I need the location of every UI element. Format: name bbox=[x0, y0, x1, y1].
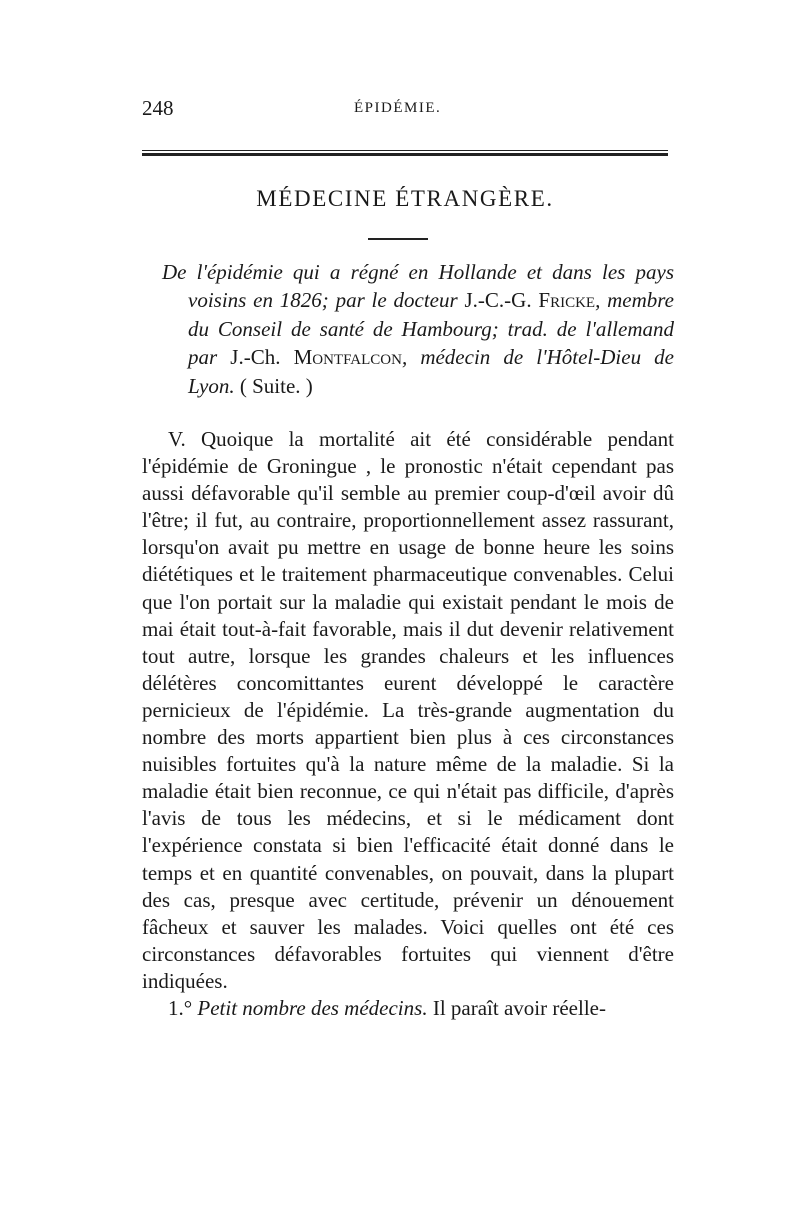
header-double-rule bbox=[142, 150, 668, 156]
running-head bbox=[142, 96, 668, 124]
author-initials: J.-C.-G. bbox=[464, 288, 532, 313]
body-text bbox=[142, 426, 674, 1022]
translator-initials: J.-Ch. bbox=[230, 345, 281, 370]
running-title: ÉPIDÉMIE. bbox=[354, 100, 442, 116]
article-title bbox=[162, 258, 674, 400]
author-name: Fricke bbox=[538, 288, 596, 313]
section-heading: MÉDECINE ÉTRANGÈRE. bbox=[256, 186, 554, 211]
paragraph-1: V. Quoique la mortalité ait été considérable pendant l'épidémie de Groningue , le pronostic n'était cependant pas aussi défavorable qu'il semble au premier coup-d'œil avoir dû l'être; il fut, au contraire, proportionnellement assez rassurant, lorsqu'on avait pu mettre en usage de bonne heure les soins diététiques et le traitement pharmaceutique convenables. Celui que l'on portait sur la maladie qui existait pendant le mois de mai était tout-à-fait favorable, mais il dut devenir relativement tout autre, lorsque les grandes chaleurs et les influences délétères concomittantes eurent développé le caractère pernicieux de l'épidémie. La très-grande augmentation du nombre des morts appartient bien plus à ces circonstances nuisibles fortuites qu'à la nature même de la maladie. Si la maladie était bien reconnue, ce qui n'était pas difficile, d'après l'avis de tous les médecins, et si le médicament dont l'expérience constata si bien l'efficacité était donné dans le temps et en quantité convenables, on pouvait, dans la plupart des cas, presque avec certitude, prévenir un dénouement fâcheux et sauver les malades. Voici quelles ont été ces circonstances défavorables fortuites qui viennent d'être indiquées. bbox=[142, 427, 674, 993]
paragraph-2-number: 1.° bbox=[168, 995, 193, 1020]
paragraph-2 bbox=[142, 995, 674, 1022]
article-title-part-2: , membre du Conseil de santé de Hambourg; trad. de l'allemand par bbox=[188, 288, 675, 370]
translator-name: Montfalcon bbox=[293, 345, 402, 370]
page-number: 248 bbox=[142, 96, 174, 120]
heading-short-rule bbox=[368, 238, 428, 240]
article-title-part-1: De l'épidémie qui a régné en Hollande et dans les pays voisins en 1826; par le docteur bbox=[162, 260, 674, 313]
suite-label: ( Suite. ) bbox=[239, 373, 313, 398]
article-title-part-3: , médecin de l'Hôtel-Dieu de Lyon. bbox=[188, 345, 674, 398]
paragraph-2-heading: Petit nombre des médecins. bbox=[197, 995, 428, 1020]
paragraph-2-text: Il paraît avoir réelle- bbox=[427, 995, 606, 1020]
